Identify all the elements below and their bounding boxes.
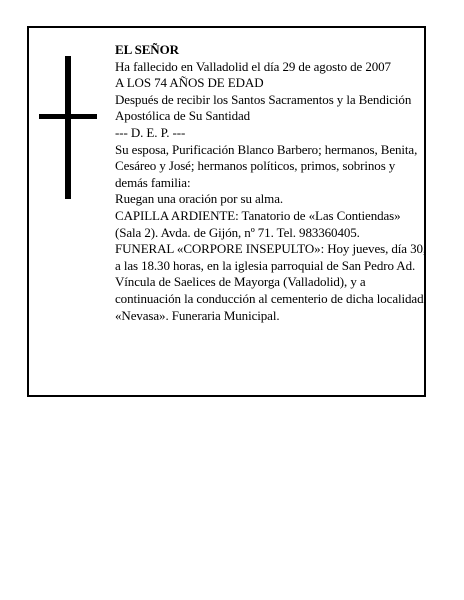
obituary-title: EL SEÑOR bbox=[115, 42, 179, 57]
death-announcement: Ha fallecido en Valladolid el día 29 de agosto de 2007 bbox=[115, 58, 391, 74]
cross-icon bbox=[39, 56, 97, 199]
rip-line: --- D. E. P. --- bbox=[115, 124, 186, 140]
sacraments-line: Después de recibir los Santos Sacramentos y la Bendición Apostólica de Su Santidad bbox=[115, 91, 412, 124]
funeral-home: «Nevasa». Funeraria Municipal. bbox=[115, 307, 280, 323]
obituary-notice bbox=[27, 26, 426, 397]
family-line: Su esposa, Purificación Blanco Barbero; hermanos, Benita, Cesáreo y José; hermanos políticos, primos, sobrinos y demás familia: bbox=[115, 141, 418, 190]
chapel-info: CAPILLA ARDIENTE: Tanatorio de «Las Contiendas» (Sala 2). Avda. de Gijón, nº 71. Tel. 983360405. bbox=[115, 207, 401, 240]
prayer-request: Ruegan una oración por su alma. bbox=[115, 191, 284, 207]
age-line: A LOS 74 AÑOS DE EDAD bbox=[115, 75, 264, 91]
funeral-info: FUNERAL «CORPORE INSEPULTO»: Hoy jueves, día 30, a las 18.30 horas, en la iglesia parroquial de San Pedro Ad. Víncula de Saelices de Mayorga (Valladolid), y a continuación la conducción al cementerio de dicha localidad. bbox=[115, 241, 427, 306]
cross-vertical-bar bbox=[65, 56, 71, 199]
cross-horizontal-bar bbox=[39, 114, 97, 119]
obituary-text bbox=[115, 42, 427, 324]
